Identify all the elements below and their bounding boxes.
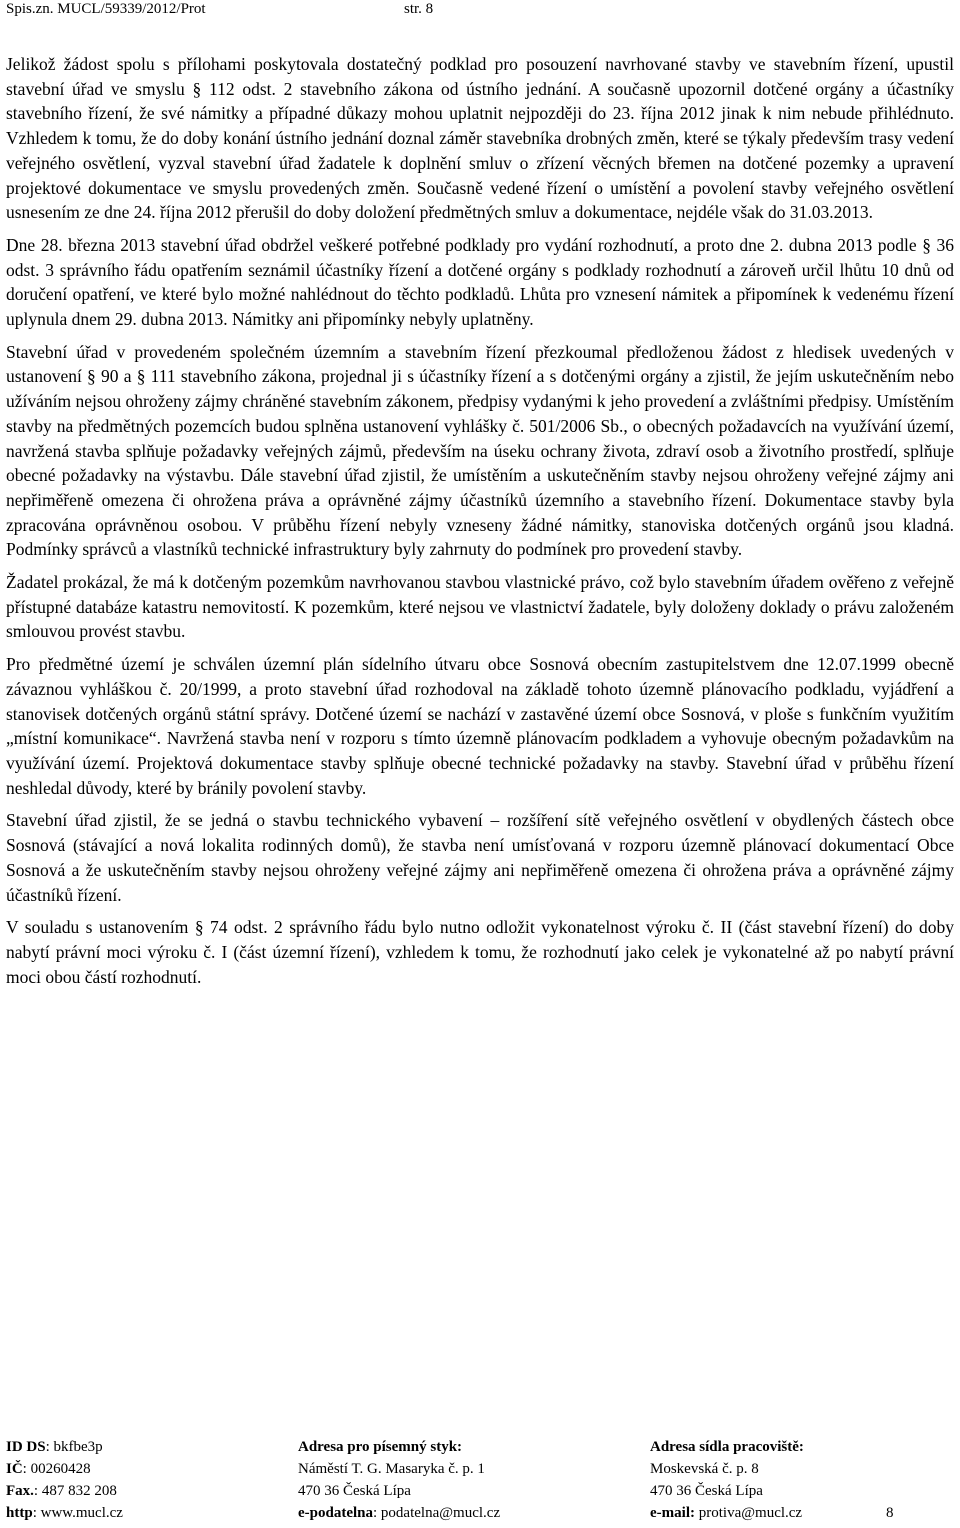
footer-postal-address — [298, 1436, 500, 1524]
document-body — [6, 52, 954, 997]
footer-website: http: www.mucl.cz — [6, 1505, 123, 1521]
page-header — [6, 0, 954, 22]
paragraph: V souladu s ustanovením § 74 odst. 2 správního řádu bylo nutno odložit vykonatelnost výroku č. II (část stavební řízení) do doby nabytí právní moci výroku č. I (část územní řízení), vzhledem k tomu, že rozhodnutí jako celek je vykonatelné až po nabytí právní moci obou částí rozhodnutí. — [6, 917, 954, 987]
footer-office-street: Moskevská č. p. 8 — [650, 1461, 759, 1477]
footer-fax: Fax.: 487 832 208 — [6, 1483, 117, 1499]
footer-office-heading: Adresa sídla pracoviště: — [650, 1439, 804, 1455]
paragraph: Jelikož žádost spolu s přílohami poskytovala dostatečný podklad pro posouzení navrhované stavby ve stavebním řízení, upustil stavební úřad ve smyslu § 112 odst. 2 stavebního zákona od ústního jednání. A současně upozornil dotčené orgány a účastníky stavebního řízení, že své námitky a případné důkazy mohou uplatnit nejpozději do 23. října 2012 jinak k nim nebude přihlédnuto. Vzhledem k tomu, že do doby konání ústního jednání doznal záměr stavebníka drobných změn, které se týkaly především trasy vedení veřejného osvětlení, vyzval stavební úřad žadatele k doplnění smluv o zřízení věcných břemen na dotčené pozemky a upravení projektové dokumentace ve smyslu provedených změn. Současně vedené řízení o umístění a povolení stavby veřejného osvětlení usnesením ze dne 24. října 2012 přerušil do doby doložení předmětných smluv a dokumentace, nejdéle však do 31.03.2013. — [6, 54, 954, 223]
page-label: str. 8 — [404, 1, 434, 17]
paragraph: Pro předmětné území je schválen územní plán sídelního útvaru obce Sosnová obecním zastupitelstvem dne 12.07.1999 obecně závaznou vyhláškou č. 20/1999, a proto stavební úřad rozhodoval na základě tohoto územně plánovacího podkladu, vyjádření a stanovisek dotčených orgánů státní správy. Dotčené území se nachází v zastavěné území obce Sosnová, v ploše s funkčním využitím „místní komunikace“. Navržená stavba není v rozporu s tímto územně plánovacím podkladem a vyhovuje obecným požadavkům na využívání území. Projektová dokumentace stavby splňuje obecné technické požadavky na stavby. Stavební úřad v průběhu řízení neshledal důvody, které by bránily povolení stavby. — [6, 654, 954, 798]
footer-email: e-mail: protiva@mucl.cz — [650, 1505, 803, 1521]
page-footer — [6, 1436, 956, 1526]
footer-page-number: 8 — [886, 1505, 894, 1521]
footer-postal-heading: Adresa pro písemný styk: — [298, 1439, 463, 1455]
footer-ic: IČ: 00260428 — [6, 1461, 91, 1477]
footer-office-address — [650, 1436, 804, 1524]
footer-contact-ids — [6, 1436, 123, 1524]
paragraph: Dne 28. března 2013 stavební úřad obdržel veškeré potřebné podklady pro vydání rozhodnutí, a proto dne 2. dubna 2013 podle § 36 odst. 3 správního řádu opatřením seznámil účastníky řízení a dotčené orgány s podklady rozhodnutí a zároveň určil lhůtu 10 dnů od doručení opatření, ve které bylo možné nahlédnout do těchto podkladů. Lhůta pro vznesení námitek a připomínek k vedenému řízení uplynula dnem 29. dubna 2013. Námitky ani připomínky nebyly uplatněny. — [6, 234, 954, 330]
footer-id-ds: ID DS: bkfbe3p — [6, 1439, 103, 1455]
footer-postal-street: Náměstí T. G. Masaryka č. p. 1 — [298, 1461, 485, 1477]
footer-e-podatelna: e-podatelna: podatelna@mucl.cz — [298, 1505, 501, 1521]
paragraph: Žadatel prokázal, že má k dotčeným pozemkům navrhovanou stavbou vlastnické právo, což bylo stavebním úřadem ověřeno z veřejně přístupné databáze katastru nemovitostí. K pozemkům, které nejsou ve vlastnictví žadatele, byly doloženy doklady o právu založeném smlouvou provést stavbu. — [6, 572, 954, 642]
footer-office-city: 470 36 Česká Lípa — [650, 1483, 763, 1499]
paragraph: Stavební úřad zjistil, že se jedná o stavbu technického vybavení – rozšíření sítě veřejného osvětlení v obydlených částech obce Sosnová (stávající a nová lokalita rodinných domů), že stavba není umísťovaná v rozporu územně plánovací dokumentací Obce Sosnová a že uskutečněním stavby nejsou ohroženy veřejné zájmy ani nepřiměřeně omezena či ohrožena práva a oprávněné zájmy účastníků řízení. — [6, 810, 954, 905]
file-reference: Spis.zn. MUCL/59339/2012/Prot — [6, 1, 206, 17]
paragraph: Stavební úřad v provedeném společném územním a stavebním řízení přezkoumal předloženou žádost z hledisek uvedených v ustanovení § 90 a § 111 stavebního zákona, projednal ji s účastníky řízení a s dotčenými orgány a zjistil, že jejím uskutečněním nebo užíváním nejsou ohroženy zájmy chráněné stavebním zákonem, předpisy vydanými k jeho provedení a zvláštními předpisy. Umístěním stavby na předmětných pozemcích budou splněna ustanovení vyhlášky č. 501/2006 Sb., o obecných požadavcích na využívání území, navržená stavba splňuje požadavky veřejných zájmů, především na úseku ochrany života, zdraví osob a životního prostředí, splňuje obecné požadavky na výstavbu. Dále stavební úřad zjistil, že umístěním a uskutečněním stavby nejsou ohroženy veřejné zájmy ani nepřiměřeně omezena či ohrožena práva a oprávněné zájmy účastníků územního a stavebního řízení. Dokumentace stavby byla zpracována oprávněnou osobou. V průběhu řízení nebyly vzneseny žádné námitky, stanoviska dotčených orgánů jsou kladná. Podmínky správců a vlastníků technické infrastruktury byly zahrnuty do podmínek pro provedení stavby. — [6, 341, 954, 560]
footer-postal-city: 470 36 Česká Lípa — [298, 1483, 411, 1499]
